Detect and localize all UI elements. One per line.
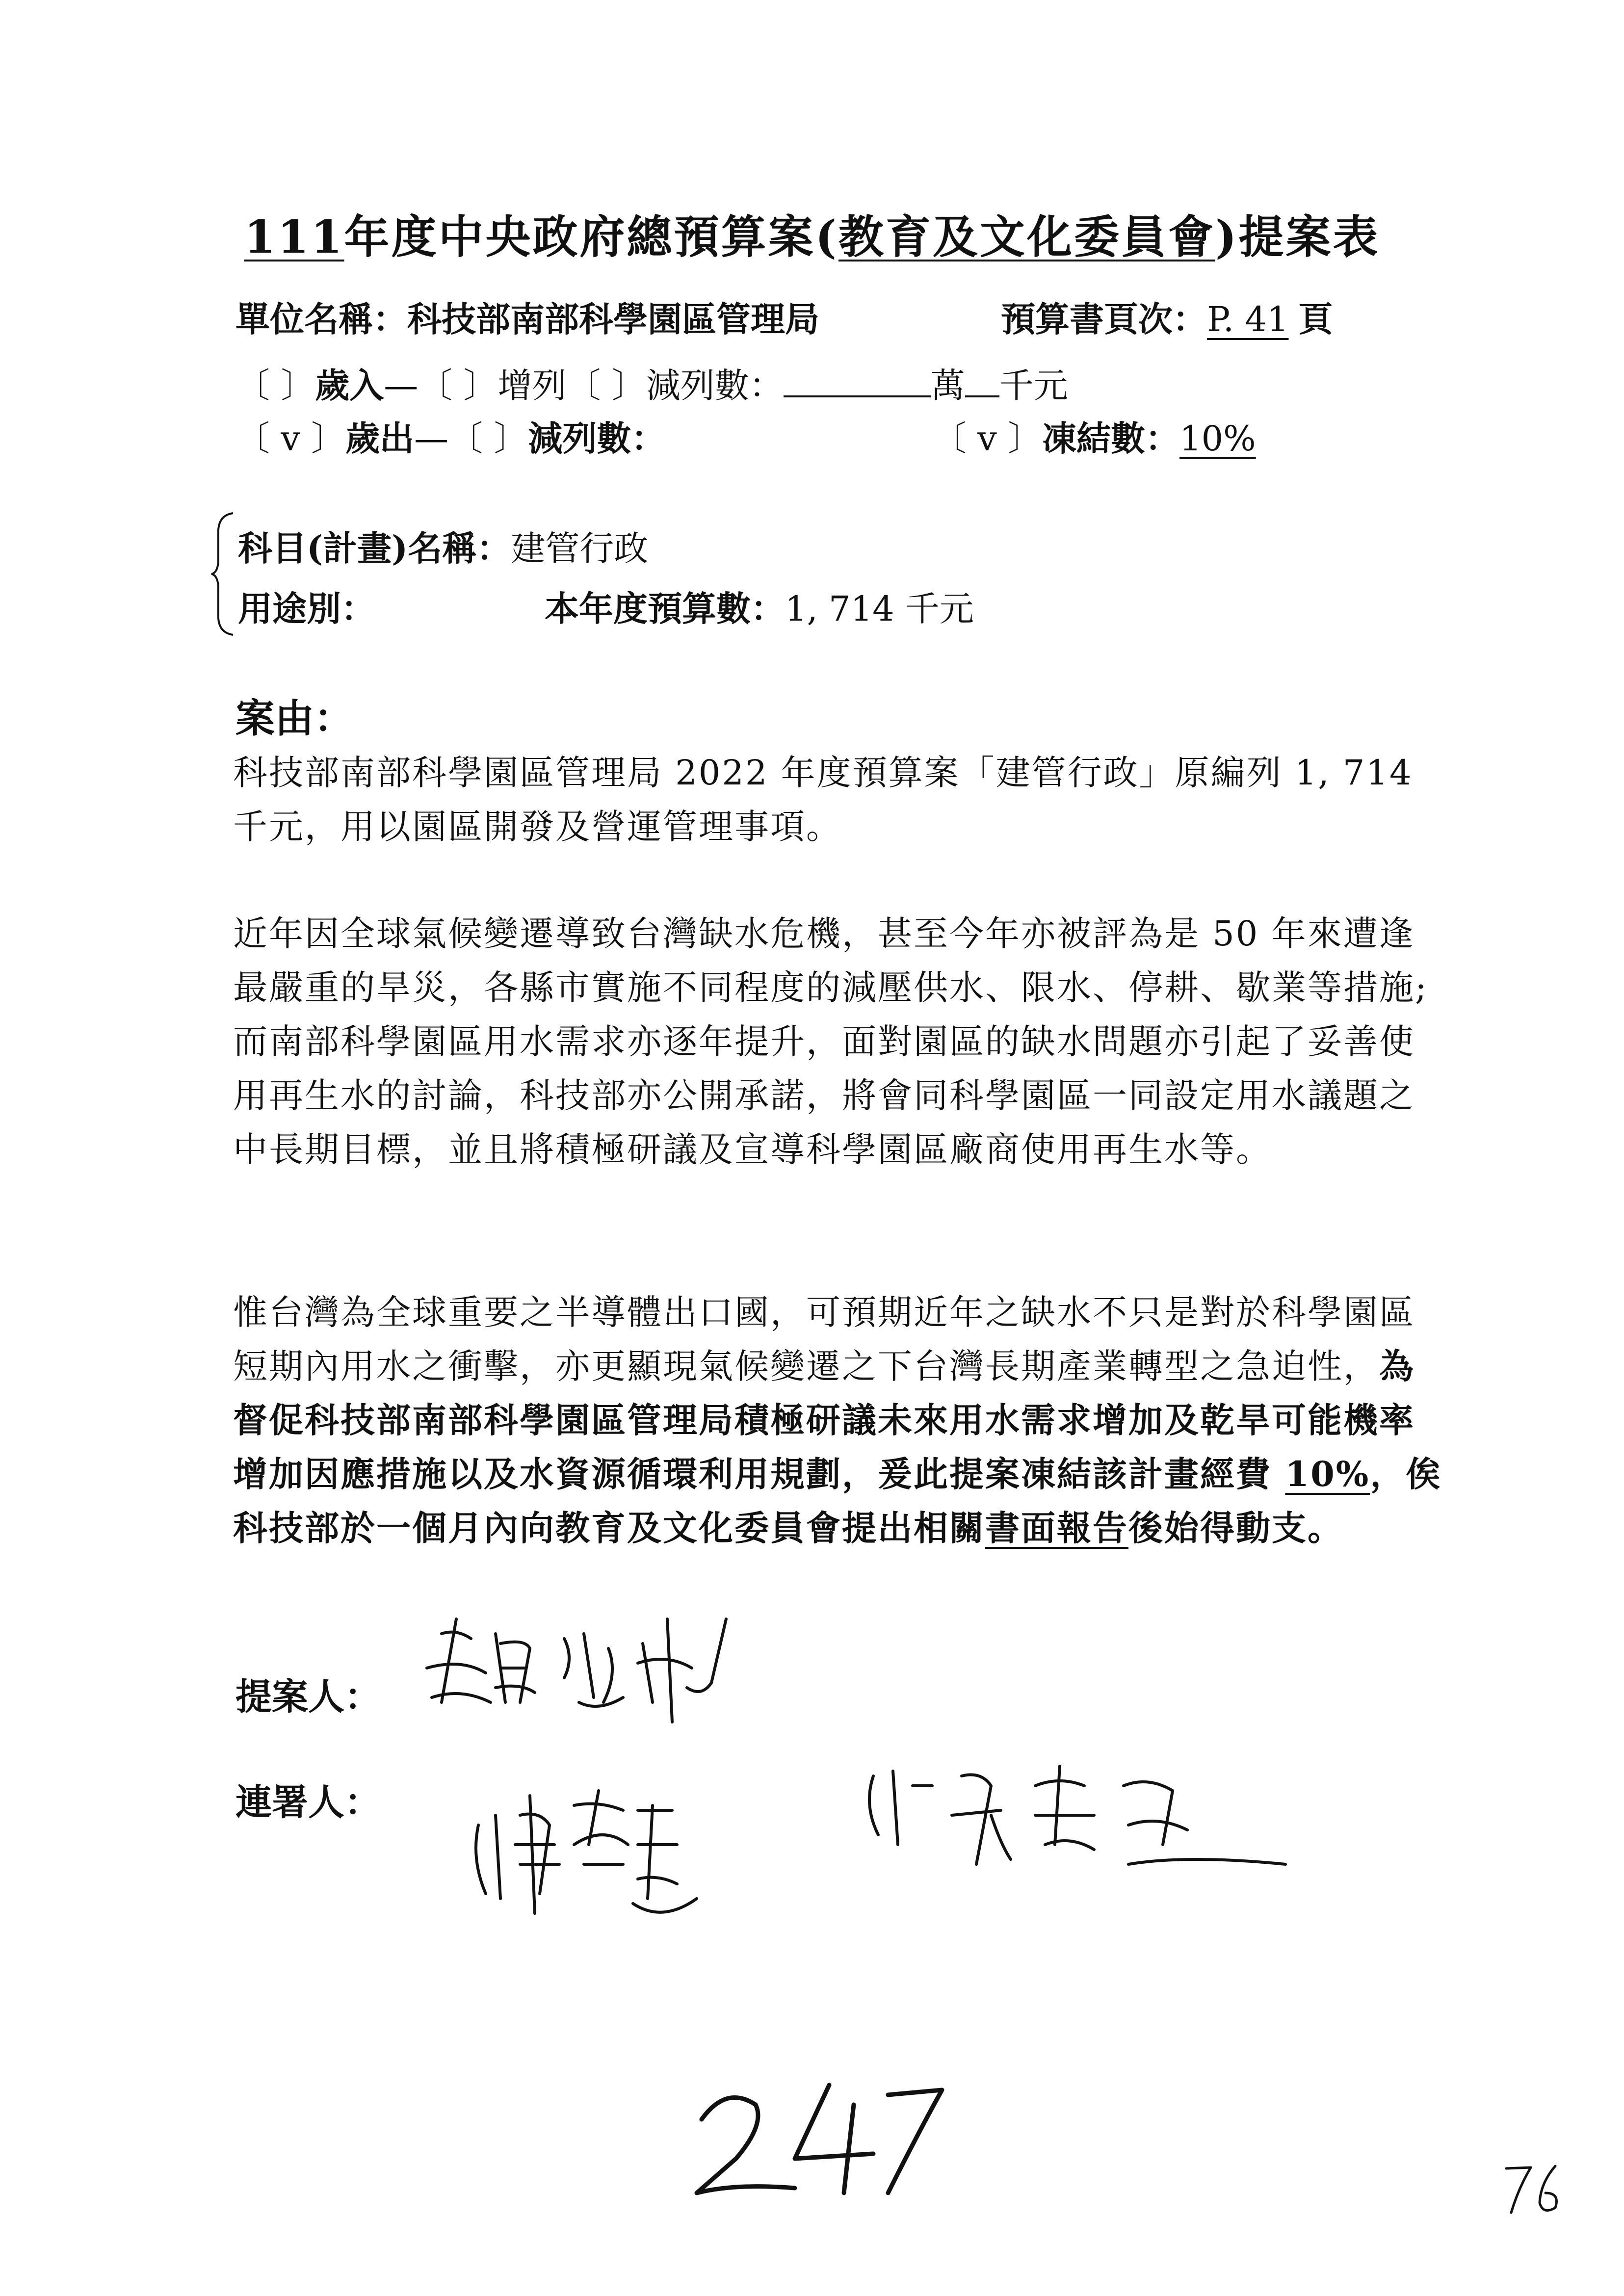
use-row (238, 581, 375, 631)
amount-blank (784, 366, 931, 397)
reason-p3-bold1: 為督促科技部南部科學園區管理局積極研議未來用水需求增加及乾旱可能機率增加因應措施以及水資源循環利用規劃，爰此提案凍結該計畫經費 (233, 1346, 1415, 1494)
page-label: 預算書頁次： (1001, 299, 1207, 339)
expense-decrease-checkbox: 〔 〕 (448, 418, 528, 459)
reason-paragraph-2-text: 近年因全球氣候變遷導致台灣缺水危機，甚至今年亦被評為是 50 年來遭逢最嚴重的旱災，各縣市實施不同程度的減壓供水、限水、停耕、歇業等措施;而南部科學園區用水需求亦逐年提升，面對園區的缺水問題亦引起了妥善使用再生水的討論，科技部亦公開承諾，將會同科學園區一同設定用水議題之中長期目標，並且將積極研議及宣導科學園區廠商使用再生水等。 (233, 913, 1428, 1170)
unit-value: 科技部南部科學園區管理局 (407, 299, 819, 339)
qianyuan-unit: 千元 (999, 365, 1068, 406)
page-value: P. 41 (1207, 299, 1289, 339)
reason-p3-bold3: 後始得動支。 (1128, 1508, 1343, 1548)
budget-label: 本年度預算數： (545, 588, 785, 629)
freeze-value: 10% (1179, 418, 1256, 459)
decrease-checkbox: 〔 〕 (566, 365, 646, 406)
title-part2: )提案表 (1215, 210, 1380, 263)
reason-paragraph-3 (233, 1285, 1450, 1555)
title-year: 111 (244, 210, 344, 263)
cosigner-label: 連署人： (236, 1781, 381, 1824)
use-label: 用途別： (238, 588, 375, 629)
page-suffix: 頁 (1298, 299, 1333, 339)
increase-label: 增列 (498, 365, 567, 406)
item-name-label: 科目(計畫)名稱： (238, 528, 511, 569)
expense-label: 歲出 (345, 418, 415, 459)
expense-decrease-label: 減列數： (528, 418, 666, 459)
revenue-dash: — (384, 365, 419, 406)
form-title (0, 201, 1624, 266)
budget-value: 1, 714 千元 (785, 589, 974, 629)
budget-page-ref (1001, 292, 1333, 341)
expense-row (236, 411, 665, 461)
decrease-label: 減列數： (646, 365, 784, 406)
title-part1: 年度中央政府總預算案( (344, 210, 839, 263)
unit-row (236, 292, 819, 341)
item-name-value: 建管行政 (511, 528, 649, 569)
freeze-label: 凍結數： (1042, 418, 1180, 459)
reason-paragraph-2 (233, 907, 1450, 1176)
reason-paragraph-1: 科技部南部科學園區管理局 2022 年度預算案「建管行政」原編列 1, 714 千元，用以園區開發及營運管理事項。 (233, 753, 1413, 847)
title-committee: 教育及文化委員會 (838, 210, 1216, 263)
freeze-checkbox: 〔 v 〕 (932, 418, 1043, 459)
reason-p3-bold2: ，俟科技部於一個月內向教育及文化委員會提出相關 (233, 1454, 1442, 1548)
revenue-checkbox: 〔 〕 (236, 365, 315, 406)
unit-label: 單位名稱： (236, 299, 407, 339)
reason-p3-pct: 10% (1285, 1454, 1370, 1494)
proposer-label: 提案人： (236, 1676, 381, 1718)
freeze-row (932, 411, 1256, 461)
increase-checkbox: 〔 〕 (418, 365, 498, 406)
reason-heading: 案由： (236, 695, 353, 741)
expense-checkbox: 〔 v 〕 (236, 418, 346, 459)
reason-p3-normal: 惟台灣為全球重要之半導體出口國，可預期近年之缺水不只是對於科學園區短期內用水之衝擊，亦更顯現氣候變遷之下台灣長期產業轉型之急迫性， (233, 1292, 1415, 1386)
reason-p3-underlined: 書面報告 (985, 1508, 1128, 1548)
wan-unit: 萬 (930, 365, 965, 406)
left-brace-icon (209, 510, 238, 638)
revenue-label: 歲入 (315, 365, 384, 406)
budget-row (545, 581, 974, 631)
revenue-row (236, 358, 1068, 408)
item-name-row (238, 521, 648, 571)
expense-dash: — (414, 418, 449, 459)
amount-blank-small (965, 366, 999, 397)
